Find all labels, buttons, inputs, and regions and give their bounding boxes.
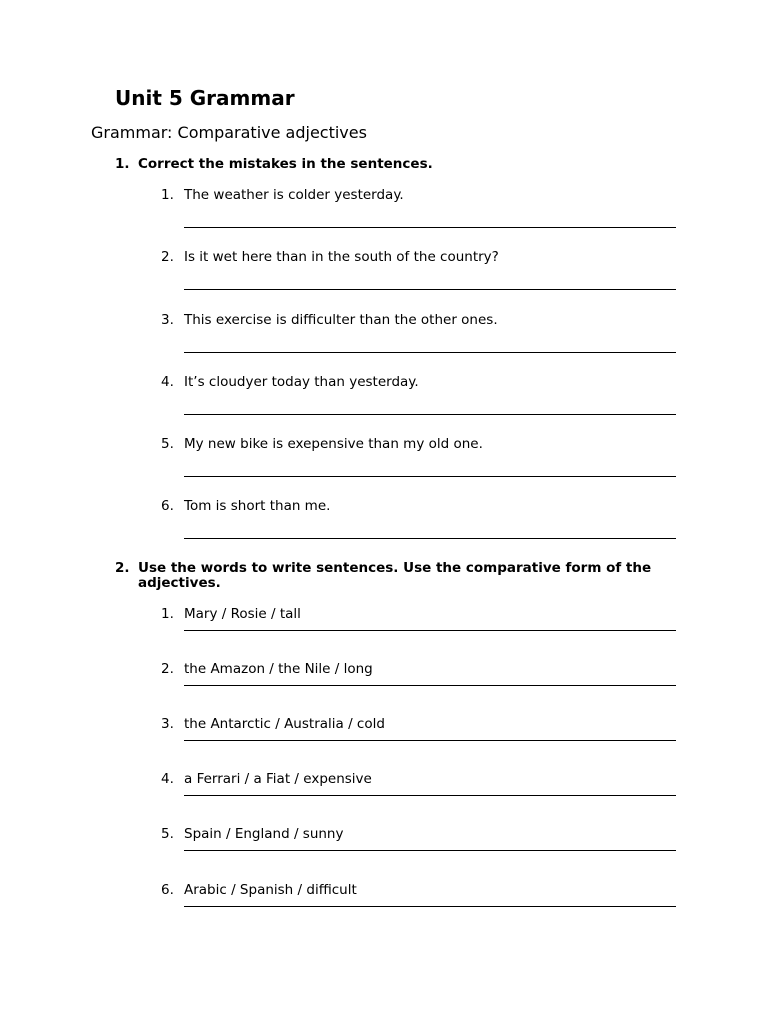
answer-line[interactable] xyxy=(184,352,676,353)
answer-line[interactable] xyxy=(184,795,676,796)
item-prompt: Arabic / Spanish / difficult xyxy=(184,882,357,898)
item-number: 1. xyxy=(161,606,174,622)
item-number: 5. xyxy=(161,826,174,842)
item-sentence: The weather is colder yesterday. xyxy=(184,187,404,203)
item-sentence: This exercise is difficulter than the other ones. xyxy=(184,312,498,328)
answer-line[interactable] xyxy=(184,538,676,539)
item-number: 5. xyxy=(161,436,174,452)
answer-line[interactable] xyxy=(184,476,676,477)
item-number: 3. xyxy=(161,312,174,328)
answer-line[interactable] xyxy=(184,289,676,290)
item-number: 4. xyxy=(161,771,174,787)
exercise-1-number: 1. xyxy=(115,156,130,172)
item-sentence: Is it wet here than in the south of the country? xyxy=(184,249,499,265)
item-sentence: Tom is short than me. xyxy=(184,498,331,514)
item-prompt: the Amazon / the Nile / long xyxy=(184,661,373,677)
answer-line[interactable] xyxy=(184,850,676,851)
item-number: 6. xyxy=(161,498,174,514)
page-title: Unit 5 Grammar xyxy=(115,86,295,110)
exercise-1-instruction: Correct the mistakes in the sentences. xyxy=(138,156,433,172)
exercise-2-instruction: Use the words to write sentences. Use the comparative form of the adjectives. xyxy=(138,560,652,591)
item-sentence: It’s cloudyer today than yesterday. xyxy=(184,374,419,390)
item-number: 6. xyxy=(161,882,174,898)
item-prompt: a Ferrari / a Fiat / expensive xyxy=(184,771,372,787)
item-number: 2. xyxy=(161,661,174,677)
answer-line[interactable] xyxy=(184,740,676,741)
answer-line[interactable] xyxy=(184,630,676,631)
item-prompt: the Antarctic / Australia / cold xyxy=(184,716,385,732)
item-number: 2. xyxy=(161,249,174,265)
item-number: 1. xyxy=(161,187,174,203)
answer-line[interactable] xyxy=(184,685,676,686)
page-subtitle: Grammar: Comparative adjectives xyxy=(91,123,367,142)
exercise-1-heading xyxy=(115,157,658,172)
answer-line[interactable] xyxy=(184,906,676,907)
item-sentence: My new bike is exepensive than my old one. xyxy=(184,436,483,452)
answer-line[interactable] xyxy=(184,414,676,415)
item-prompt: Mary / Rosie / tall xyxy=(184,606,301,622)
item-number: 3. xyxy=(161,716,174,732)
exercise-2-heading xyxy=(115,561,658,591)
answer-line[interactable] xyxy=(184,227,676,228)
item-prompt: Spain / England / sunny xyxy=(184,826,344,842)
item-number: 4. xyxy=(161,374,174,390)
exercise-2-number: 2. xyxy=(115,560,130,576)
